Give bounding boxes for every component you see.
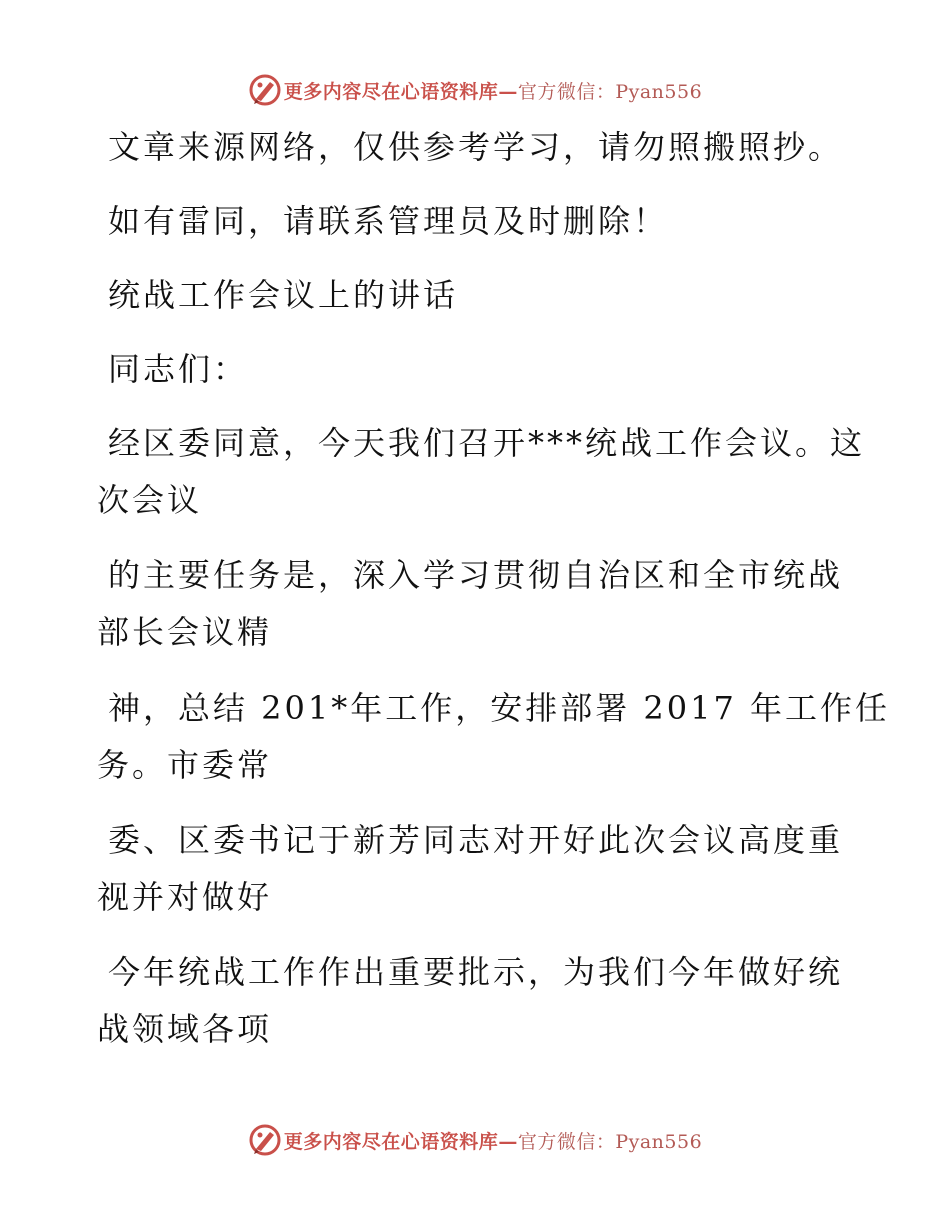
paragraph-line: 部长会议精 [97,613,273,651]
banner-dash: — [498,80,518,103]
paragraph-line: 视并对做好 [97,878,273,916]
paragraph-line: 文章来源网络，仅供参考学习，请勿照搬照抄。 [108,128,844,166]
paragraph-line: 委、区委书记于新芳同志对开好此次会议高度重 [108,821,844,859]
banner-wechat-id: Pyan556 [615,80,703,103]
footer-banner [0,1120,950,1160]
banner-main-text: 更多内容尽在心语资料库 [283,1130,499,1153]
banner-wechat-id: Pyan556 [615,1130,703,1153]
paragraph-line: 战领域各项 [97,1010,273,1048]
banner-wechat-label: 官方微信： [517,80,616,103]
banner-wechat-label: 官方微信： [517,1130,616,1153]
banner-content [248,1123,702,1157]
paragraph-line: 务。市委常 [97,746,273,784]
banner-main-text: 更多内容尽在心语资料库 [283,80,499,103]
banner-text [284,77,702,104]
pen-logo-icon [248,73,282,107]
paragraph-line: 如有雷同，请联系管理员及时删除！ [108,202,669,240]
paragraph-line: 经区委同意，今天我们召开***统战工作会议。这 [108,424,866,462]
paragraph-line: 次会议 [97,481,203,519]
pen-logo-icon [248,1123,282,1157]
paragraph-line: 神，总结 201*年工作，安排部署 2017 年工作任 [108,689,891,727]
header-banner [0,70,950,110]
banner-dash: — [498,1130,518,1153]
banner-content [248,73,702,107]
paragraph-line: 今年统战工作作出重要批示，为我们今年做好统 [108,953,844,991]
paragraph-line: 的主要任务是，深入学习贯彻自治区和全市统战 [108,556,844,594]
salutation: 同志们： [108,350,249,388]
banner-text [284,1127,702,1154]
document-title: 统战工作会议上的讲话 [108,276,459,314]
